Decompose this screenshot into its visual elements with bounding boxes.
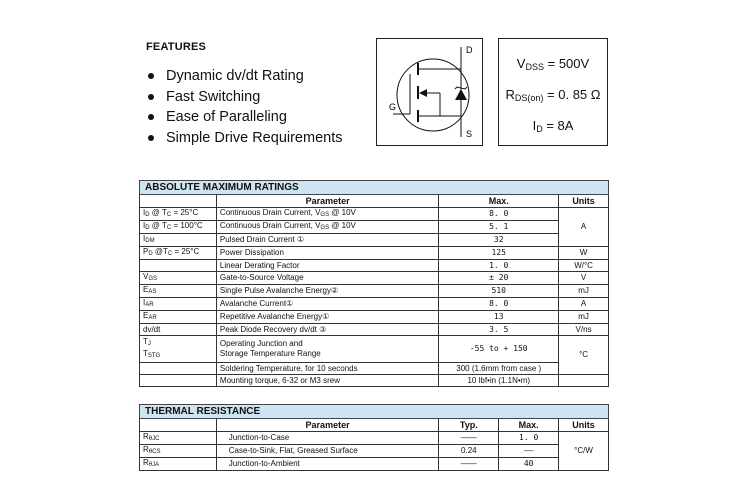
table-row <box>140 247 609 260</box>
feature-item <box>146 66 342 87</box>
max-value: 10 lbf•in (1.1N•m) <box>439 375 559 387</box>
parameter-cell <box>216 285 438 298</box>
table-row <box>140 260 609 272</box>
symbol-cell <box>140 298 217 311</box>
drain-label: D <box>466 45 473 55</box>
symbol-cell <box>140 285 217 298</box>
thermal-resistance-table <box>139 404 609 471</box>
max-value: 1. 0 <box>439 260 559 272</box>
col-header: Max. <box>439 195 559 208</box>
symbol: E <box>143 311 149 320</box>
symbol-cell <box>140 324 217 336</box>
feature-item <box>146 107 342 128</box>
unit-cell: W <box>559 247 609 260</box>
table-row <box>140 336 609 363</box>
features-list <box>146 66 342 148</box>
unit-cell: °C/W <box>559 432 609 471</box>
feature-text: Ease of Paralleling <box>166 109 287 126</box>
table-row <box>140 234 609 247</box>
symbol-cell <box>140 311 217 324</box>
max-value: 13 <box>439 311 559 324</box>
symbol: I <box>143 208 146 217</box>
unit-cell: A <box>559 208 609 247</box>
max-value: 300 (1.6mm from case ) <box>439 363 559 375</box>
symbol-cell <box>140 445 217 458</box>
spec-id: $I_D = 8A$ <box>532 118 574 134</box>
symbol-cell <box>140 272 217 285</box>
parameter-tail: @ 10V <box>329 221 356 230</box>
symbol-cell <box>140 363 217 375</box>
parameter-cell <box>216 363 438 375</box>
table-row <box>140 208 609 221</box>
max-value: 3. 5 <box>439 324 559 336</box>
parameter: Single Pulse Avalanche Energy② <box>219 286 339 295</box>
unit-cell: A <box>559 298 609 311</box>
unit-cell: mJ <box>559 311 609 324</box>
table-row <box>140 445 609 458</box>
parameter: Power Dissipation <box>219 248 284 257</box>
symbol-subscript: STG <box>147 353 161 359</box>
symbol-subscript: DM <box>145 238 155 244</box>
unit-cell: V <box>559 272 609 285</box>
unit-cell: V/ns <box>559 324 609 336</box>
condition-subscript: C <box>166 225 172 231</box>
unit-cell: °C <box>559 336 609 375</box>
parameter-cell <box>216 234 438 247</box>
parameter: Pulsed Drain Current ① <box>219 235 305 244</box>
symbol: I <box>143 298 146 307</box>
symbol-subscript: J <box>147 341 151 347</box>
feature-item <box>146 87 342 108</box>
table-row <box>140 285 609 298</box>
max-value: 5. 1 <box>439 221 559 234</box>
table-row <box>140 458 609 471</box>
table-row <box>140 311 609 324</box>
parameter: Operating Junction and <box>219 339 303 348</box>
features-title: FEATURES <box>146 41 207 53</box>
parameter-cell: Junction-to-Ambient <box>216 458 439 471</box>
parameter-subscript: GS <box>320 225 330 231</box>
parameter: Gate-to-Source Voltage <box>219 273 304 282</box>
spec-vdss: $V_{DSS} = 500V$ <box>516 56 590 72</box>
typ-value: —— <box>439 432 499 445</box>
symbol-subscript: θJA <box>148 462 160 468</box>
symbol-subscript: AS <box>148 289 157 295</box>
max-value: ± 20 <box>439 272 559 285</box>
symbol: T <box>143 337 148 346</box>
col-header: Parameter <box>216 195 438 208</box>
condition: @ T <box>149 208 167 217</box>
col-header <box>140 419 217 432</box>
table-row <box>140 375 609 387</box>
symbol-cell <box>140 221 217 234</box>
col-header: Typ. <box>439 419 499 432</box>
table-row <box>140 363 609 375</box>
bullet-icon <box>148 135 154 141</box>
symbol: I <box>143 234 146 243</box>
col-header: Units <box>559 195 609 208</box>
typ-value: —— <box>439 458 499 471</box>
feature-text: Simple Drive Requirements <box>166 129 343 146</box>
table-title: THERMAL RESISTANCE <box>140 405 609 419</box>
mosfet-symbol-box <box>376 38 483 146</box>
bullet-icon <box>148 114 154 120</box>
table-row <box>140 298 609 311</box>
unit-cell: mJ <box>559 285 609 298</box>
symbol-subscript: D <box>148 251 153 257</box>
symbol-cell <box>140 234 217 247</box>
parameter-line2: Storage Temperature Range <box>219 349 321 358</box>
condition-subscript: C <box>167 251 173 257</box>
symbol: P <box>143 247 149 256</box>
mosfet-symbol-icon <box>377 39 482 145</box>
bullet-icon <box>148 94 154 100</box>
parameter: Soldering Temperature, for 10 seconds <box>219 363 358 373</box>
symbol-cell <box>140 260 217 272</box>
symbol: V <box>143 272 149 281</box>
condition-subscript: C <box>166 212 172 218</box>
symbol: R <box>143 445 149 454</box>
symbol-cell <box>140 458 217 471</box>
parameter-cell <box>216 221 438 234</box>
table-row <box>140 272 609 285</box>
symbol-cell <box>140 247 217 260</box>
condition-tail: = 25°C <box>171 208 199 217</box>
parameter-cell <box>216 247 438 260</box>
symbol-cell <box>140 208 217 221</box>
spec-rds-on: $R_{DS(on)} = 0$. 85 Ω <box>505 87 601 103</box>
parameter-cell <box>216 324 438 336</box>
symbol-subscript: θCS <box>148 449 161 455</box>
max-value: —— <box>499 445 559 458</box>
table-row <box>140 221 609 234</box>
max-value: 8. 0 <box>439 298 559 311</box>
parameter-cell: Case-to-Sink, Flat, Greased Surface <box>216 445 439 458</box>
col-header: Max. <box>499 419 559 432</box>
symbol-subscript: θJC <box>148 436 160 442</box>
symbol-cell <box>140 336 217 363</box>
table-title: ABSOLUTE MAXIMUM RATINGS <box>140 181 609 195</box>
parameter-cell <box>216 298 438 311</box>
symbol: R <box>143 432 149 441</box>
parameter-cell <box>216 311 438 324</box>
symbol-subscript: AR <box>148 315 157 321</box>
max-value: 40 <box>499 458 559 471</box>
parameter-tail: @ 10V <box>329 208 356 217</box>
parameter: Mounting torque, 6-32 or M3 srew <box>219 375 340 385</box>
gate-label: G <box>389 102 397 112</box>
unit-cell: W/°C <box>559 260 609 272</box>
parameter-cell <box>216 260 438 272</box>
max-value: 510 <box>439 285 559 298</box>
parameter: Linear Derating Factor <box>219 260 300 270</box>
col-header: Parameter <box>216 419 439 432</box>
parameter: Peak Diode Recovery dv/dt ③ <box>219 324 327 334</box>
parameter: Continuous Drain Current, V <box>219 208 321 217</box>
bullet-icon <box>148 73 154 79</box>
feature-text: Fast Switching <box>166 88 261 105</box>
max-value: -55 to + 150 <box>439 336 559 363</box>
feature-text: Dynamic dv/dt Rating <box>166 68 304 85</box>
symbol: I <box>143 221 146 230</box>
symbol: T <box>143 349 148 358</box>
max-value: 125 <box>439 247 559 260</box>
symbol-cell <box>140 432 217 445</box>
condition-tail: = 100°C <box>171 221 203 230</box>
max-value: 8. 0 <box>439 208 559 221</box>
parameter-cell <box>216 272 438 285</box>
parameter: Repetitive Avalanche Energy① <box>219 312 330 321</box>
symbol-subscript: D <box>145 225 150 231</box>
parameter-cell: Junction-to-Case <box>216 432 439 445</box>
symbol-cell <box>140 375 217 387</box>
table-row <box>140 432 609 445</box>
parameter-cell <box>216 336 438 363</box>
max-value: 32 <box>439 234 559 247</box>
symbol: dv/dt <box>143 324 161 334</box>
absolute-max-ratings-table <box>139 180 609 387</box>
unit-cell <box>559 375 609 387</box>
symbol-subscript: AR <box>145 302 154 308</box>
condition-tail: = 25°C <box>172 247 200 256</box>
parameter-cell <box>216 208 438 221</box>
parameter: Avalanche Current① <box>219 299 294 308</box>
feature-item <box>146 128 342 149</box>
table-row <box>140 324 609 336</box>
symbol: R <box>143 458 149 467</box>
condition: @ T <box>149 221 167 230</box>
parameter: Continuous Drain Current, V <box>219 221 321 230</box>
symbol-subscript: GS <box>148 276 158 282</box>
source-label: S <box>466 129 473 139</box>
max-value: 1. 0 <box>499 432 559 445</box>
symbol-subscript: D <box>145 212 150 218</box>
typ-value: 0.24 <box>439 445 499 458</box>
condition: @T <box>152 247 168 256</box>
parameter-subscript: GS <box>320 212 330 218</box>
col-header <box>140 195 217 208</box>
parameter-cell <box>216 375 438 387</box>
key-specs-box <box>498 38 608 146</box>
col-header: Units <box>559 419 609 432</box>
symbol: E <box>143 285 149 294</box>
